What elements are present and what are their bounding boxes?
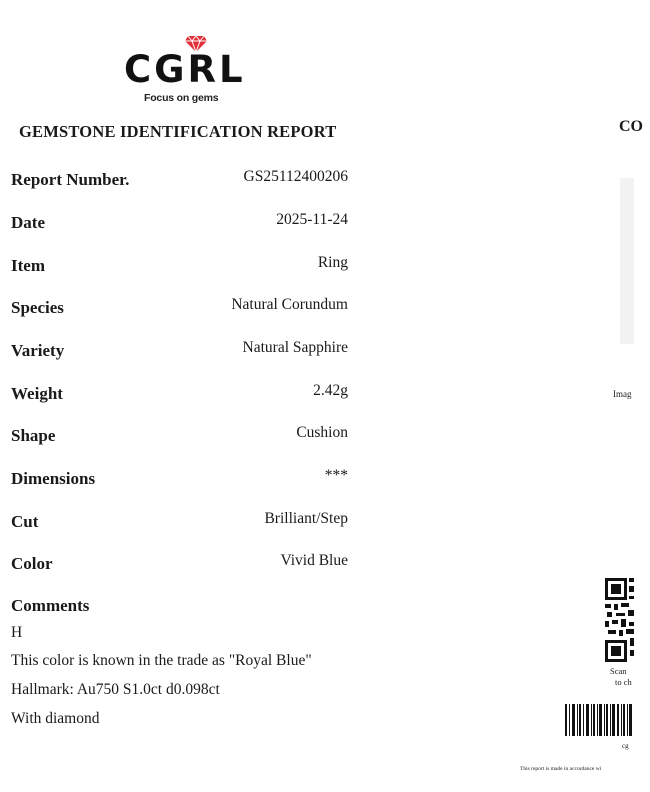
footer-note: This report is made in accordance wi [520,766,602,772]
right-panel-title: CO [619,118,643,135]
field-color [11,554,348,580]
barcode [565,704,634,736]
gem-image-placeholder [620,178,634,344]
field-variety [11,341,348,367]
comment-line: H [11,624,23,641]
field-value: Vivid Blue [280,552,348,569]
field-report-number [11,170,348,196]
image-caption: Imag [613,389,632,399]
field-label: Shape [11,426,56,445]
field-value: GS25112400206 [243,168,348,185]
field-label: Report Number. [11,170,130,189]
field-value: Natural Sapphire [242,339,348,356]
field-value: Ring [317,254,348,271]
field-value: *** [324,467,348,484]
field-label: Species [11,298,64,317]
field-value: 2.42g [313,382,348,399]
field-label: Cut [11,512,39,531]
scan-line: Scan [610,666,627,676]
scan-line: to ch [615,677,632,687]
comment-line: With diamond [11,710,100,727]
brand-name: CGRL [124,48,246,91]
brand-tagline: Focus on gems [144,92,219,104]
field-species [11,298,348,324]
field-label: Color [11,554,53,573]
cgrl-logo [124,36,246,106]
field-cut [11,512,348,538]
field-dimensions [11,469,348,495]
field-value: 2025-11-24 [276,211,348,228]
field-shape [11,426,348,452]
comment-line: Hallmark: Au750 S1.0ct d0.098ct [11,681,220,698]
field-label: Date [11,213,45,232]
field-value: Cushion [296,424,348,441]
field-label: Item [11,256,45,275]
field-date [11,213,348,239]
field-label: Dimensions [11,469,96,488]
field-weight [11,384,348,410]
field-label: Variety [11,341,65,360]
comment-line: This color is known in the trade as "Royal Blue" [11,652,312,669]
qr-code[interactable] [605,578,634,662]
comments-heading: Comments [11,596,90,615]
scan-instructions [610,666,650,688]
report-title: GEMSTONE IDENTIFICATION REPORT [19,122,337,141]
field-value: Brilliant/Step [264,510,348,527]
barcode-text: cg [622,742,629,750]
field-item [11,256,348,282]
field-label: Weight [11,384,63,403]
field-value: Natural Corundum [231,296,348,313]
